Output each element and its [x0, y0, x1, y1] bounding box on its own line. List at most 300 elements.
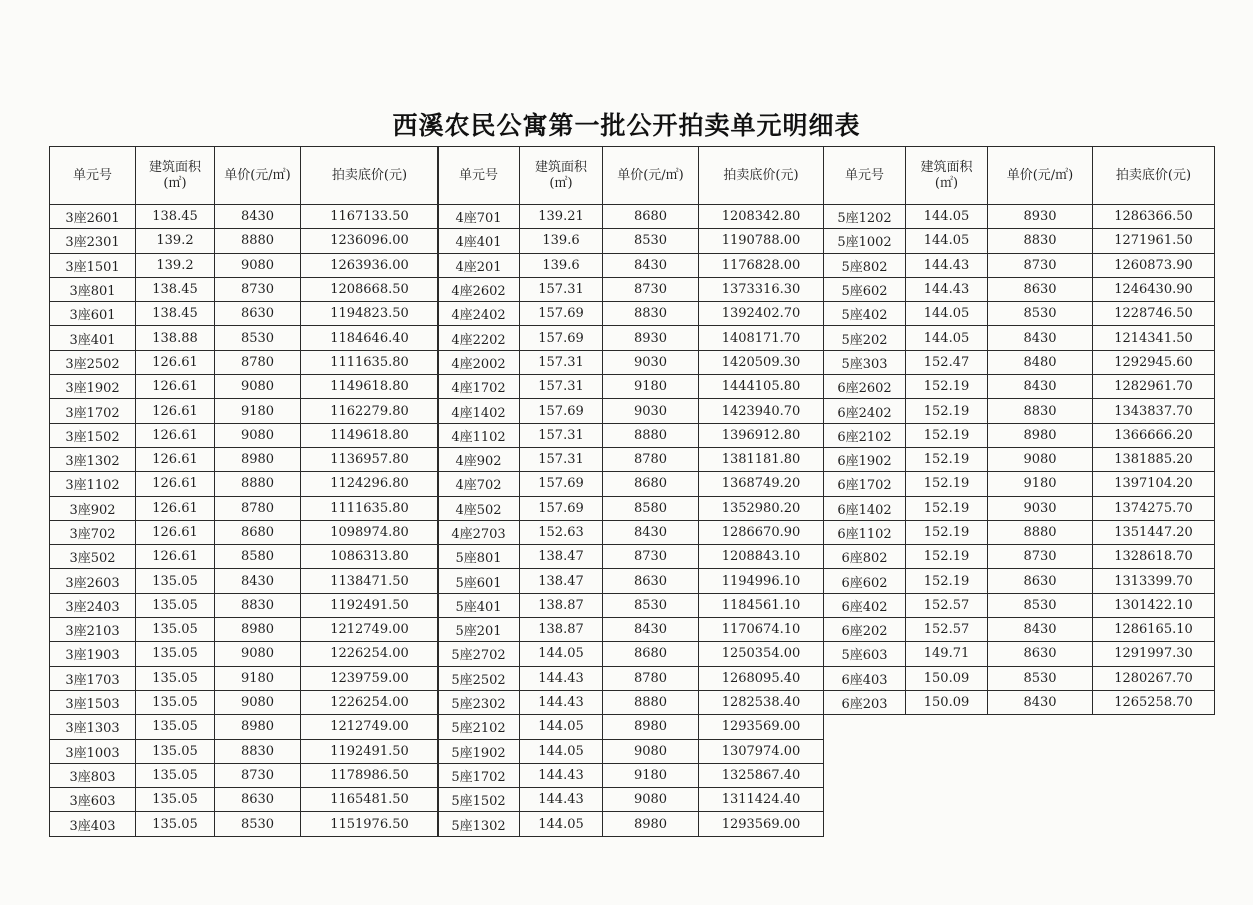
area-cell: 139.6	[520, 253, 603, 277]
table-row	[438, 302, 824, 326]
area-cell: 157.31	[520, 350, 603, 374]
price-cell: 8630	[603, 569, 699, 593]
table-row	[824, 690, 1215, 714]
table-row	[438, 375, 824, 399]
area-cell: 152.19	[906, 423, 988, 447]
table-row	[824, 472, 1215, 496]
reserve-cell: 1408171.70	[699, 326, 824, 350]
price-cell: 8880	[215, 229, 301, 253]
table-row	[824, 205, 1215, 229]
unit-cell: 6座202	[824, 618, 906, 642]
area-cell: 152.19	[906, 399, 988, 423]
price-cell: 8680	[603, 472, 699, 496]
header-reserve: 拍卖底价(元)	[301, 147, 439, 205]
area-cell: 152.63	[520, 520, 603, 544]
price-cell: 9180	[603, 763, 699, 787]
unit-cell: 6座1102	[824, 520, 906, 544]
price-cell: 8830	[988, 399, 1093, 423]
unit-cell: 5座2502	[438, 666, 520, 690]
unit-cell: 6座1702	[824, 472, 906, 496]
area-cell: 126.61	[136, 399, 215, 423]
price-cell: 8580	[603, 496, 699, 520]
reserve-cell: 1280267.70	[1093, 666, 1215, 690]
reserve-cell: 1138471.50	[301, 569, 439, 593]
area-cell: 135.05	[136, 593, 215, 617]
table-row	[824, 520, 1215, 544]
area-cell: 144.43	[520, 763, 603, 787]
area-cell: 138.45	[136, 277, 215, 301]
price-cell: 8730	[603, 545, 699, 569]
area-cell: 139.6	[520, 229, 603, 253]
price-cell: 9030	[603, 399, 699, 423]
area-cell: 138.88	[136, 326, 215, 350]
table-row	[438, 496, 824, 520]
price-cell: 8730	[988, 545, 1093, 569]
auction-table-3	[823, 146, 1215, 715]
unit-cell: 4座401	[438, 229, 520, 253]
table-row	[50, 788, 439, 812]
unit-cell: 5座1902	[438, 739, 520, 763]
unit-cell: 5座1002	[824, 229, 906, 253]
area-cell: 126.61	[136, 350, 215, 374]
table-row	[50, 763, 439, 787]
price-cell: 8430	[603, 520, 699, 544]
reserve-cell: 1098974.80	[301, 520, 439, 544]
table-row	[438, 666, 824, 690]
area-cell: 126.61	[136, 472, 215, 496]
area-cell: 135.05	[136, 642, 215, 666]
table-row	[50, 520, 439, 544]
unit-cell: 3座1503	[50, 690, 136, 714]
table-row	[438, 253, 824, 277]
reserve-cell: 1167133.50	[301, 205, 439, 229]
table-row	[824, 399, 1215, 423]
area-cell: 157.31	[520, 277, 603, 301]
unit-cell: 6座403	[824, 666, 906, 690]
table-row	[824, 350, 1215, 374]
unit-cell: 3座1303	[50, 715, 136, 739]
table-row	[438, 618, 824, 642]
area-cell: 135.05	[136, 788, 215, 812]
area-cell: 135.05	[136, 569, 215, 593]
price-cell: 8480	[988, 350, 1093, 374]
unit-cell: 3座1902	[50, 375, 136, 399]
price-cell: 8530	[215, 326, 301, 350]
reserve-cell: 1184646.40	[301, 326, 439, 350]
price-cell: 8680	[215, 520, 301, 544]
unit-cell: 5座401	[438, 593, 520, 617]
price-cell: 8680	[603, 205, 699, 229]
reserve-cell: 1149618.80	[301, 423, 439, 447]
reserve-cell: 1194823.50	[301, 302, 439, 326]
unit-cell: 3座2601	[50, 205, 136, 229]
header-price: 单价(元/㎡)	[215, 147, 301, 205]
table-row	[50, 496, 439, 520]
price-cell: 8630	[215, 788, 301, 812]
unit-cell: 3座1003	[50, 739, 136, 763]
area-cell: 152.57	[906, 593, 988, 617]
table-row	[438, 205, 824, 229]
price-cell: 8530	[988, 666, 1093, 690]
unit-cell: 3座603	[50, 788, 136, 812]
table-row	[50, 545, 439, 569]
unit-cell: 4座1102	[438, 423, 520, 447]
reserve-cell: 1282961.70	[1093, 375, 1215, 399]
price-cell: 8430	[215, 569, 301, 593]
reserve-cell: 1136957.80	[301, 447, 439, 471]
unit-cell: 5座201	[438, 618, 520, 642]
reserve-cell: 1124296.80	[301, 472, 439, 496]
unit-cell: 6座1402	[824, 496, 906, 520]
price-cell: 9030	[603, 350, 699, 374]
price-cell: 8430	[988, 618, 1093, 642]
header-price: 单价(元/㎡)	[988, 147, 1093, 205]
area-cell: 152.19	[906, 520, 988, 544]
table-row	[50, 423, 439, 447]
price-cell: 8430	[215, 205, 301, 229]
table-row	[438, 593, 824, 617]
area-cell: 150.09	[906, 690, 988, 714]
area-cell: 144.05	[520, 812, 603, 836]
reserve-cell: 1086313.80	[301, 545, 439, 569]
area-cell: 138.47	[520, 545, 603, 569]
area-cell: 144.43	[906, 253, 988, 277]
header-area	[136, 147, 215, 205]
price-cell: 9080	[215, 642, 301, 666]
area-cell: 157.69	[520, 326, 603, 350]
unit-cell: 3座2103	[50, 618, 136, 642]
area-cell: 126.61	[136, 520, 215, 544]
area-cell: 138.87	[520, 618, 603, 642]
table-row	[824, 496, 1215, 520]
table-row	[50, 302, 439, 326]
table-row	[438, 350, 824, 374]
area-cell: 152.19	[906, 472, 988, 496]
price-cell: 8880	[603, 423, 699, 447]
price-cell: 8830	[988, 229, 1093, 253]
price-cell: 8980	[988, 423, 1093, 447]
unit-cell: 6座2402	[824, 399, 906, 423]
unit-cell: 3座502	[50, 545, 136, 569]
price-cell: 8630	[988, 277, 1093, 301]
price-cell: 8530	[215, 812, 301, 836]
price-cell: 8780	[215, 496, 301, 520]
table-row	[50, 472, 439, 496]
unit-cell: 4座2002	[438, 350, 520, 374]
table-row	[50, 399, 439, 423]
reserve-cell: 1352980.20	[699, 496, 824, 520]
unit-cell: 3座2502	[50, 350, 136, 374]
price-cell: 8730	[988, 253, 1093, 277]
unit-cell: 4座2602	[438, 277, 520, 301]
reserve-cell: 1396912.80	[699, 423, 824, 447]
price-cell: 8930	[603, 326, 699, 350]
area-cell: 152.57	[906, 618, 988, 642]
header-area-unit: (㎡)	[163, 175, 187, 191]
reserve-cell: 1286670.90	[699, 520, 824, 544]
reserve-cell: 1111635.80	[301, 496, 439, 520]
area-cell: 138.45	[136, 302, 215, 326]
reserve-cell: 1373316.30	[699, 277, 824, 301]
unit-cell: 3座801	[50, 277, 136, 301]
unit-cell: 6座2102	[824, 423, 906, 447]
reserve-cell: 1307974.00	[699, 739, 824, 763]
price-cell: 8780	[603, 666, 699, 690]
reserve-cell: 1293569.00	[699, 715, 824, 739]
reserve-cell: 1381885.20	[1093, 447, 1215, 471]
table-row	[50, 666, 439, 690]
price-cell: 8980	[603, 812, 699, 836]
price-cell: 8630	[988, 569, 1093, 593]
area-cell: 126.61	[136, 496, 215, 520]
price-cell: 9080	[988, 447, 1093, 471]
reserve-cell: 1366666.20	[1093, 423, 1215, 447]
unit-cell: 5座1302	[438, 812, 520, 836]
price-cell: 8880	[988, 520, 1093, 544]
price-cell: 8980	[215, 447, 301, 471]
reserve-cell: 1263936.00	[301, 253, 439, 277]
price-cell: 8830	[215, 593, 301, 617]
reserve-cell: 1397104.20	[1093, 472, 1215, 496]
reserve-cell: 1246430.90	[1093, 277, 1215, 301]
header-unit: 单元号	[824, 147, 906, 205]
reserve-cell: 1351447.20	[1093, 520, 1215, 544]
price-cell: 8680	[603, 642, 699, 666]
reserve-cell: 1226254.00	[301, 690, 439, 714]
reserve-cell: 1162279.80	[301, 399, 439, 423]
area-cell: 126.61	[136, 447, 215, 471]
reserve-cell: 1268095.40	[699, 666, 824, 690]
area-cell: 144.05	[520, 739, 603, 763]
area-cell: 152.47	[906, 350, 988, 374]
reserve-cell: 1236096.00	[301, 229, 439, 253]
unit-cell: 5座802	[824, 253, 906, 277]
reserve-cell: 1374275.70	[1093, 496, 1215, 520]
reserve-cell: 1381181.80	[699, 447, 824, 471]
table-row	[438, 447, 824, 471]
reserve-cell: 1212749.00	[301, 715, 439, 739]
reserve-cell: 1301422.10	[1093, 593, 1215, 617]
unit-cell: 4座902	[438, 447, 520, 471]
area-cell: 138.87	[520, 593, 603, 617]
unit-cell: 5座2302	[438, 690, 520, 714]
table-row	[824, 229, 1215, 253]
table-row	[824, 326, 1215, 350]
unit-cell: 4座1402	[438, 399, 520, 423]
reserve-cell: 1214341.50	[1093, 326, 1215, 350]
area-cell: 152.19	[906, 545, 988, 569]
price-cell: 9080	[215, 253, 301, 277]
unit-cell: 6座2602	[824, 375, 906, 399]
reserve-cell: 1192491.50	[301, 593, 439, 617]
table-row	[50, 447, 439, 471]
unit-cell: 5座1702	[438, 763, 520, 787]
price-cell: 8930	[988, 205, 1093, 229]
reserve-cell: 1325867.40	[699, 763, 824, 787]
price-cell: 9180	[988, 472, 1093, 496]
table-row	[438, 472, 824, 496]
reserve-cell: 1291997.30	[1093, 642, 1215, 666]
price-cell: 8880	[215, 472, 301, 496]
table-row	[50, 593, 439, 617]
unit-cell: 5座1502	[438, 788, 520, 812]
reserve-cell: 1228746.50	[1093, 302, 1215, 326]
area-cell: 126.61	[136, 423, 215, 447]
price-cell: 8980	[215, 715, 301, 739]
reserve-cell: 1265258.70	[1093, 690, 1215, 714]
table-row	[50, 350, 439, 374]
header-area	[520, 147, 603, 205]
unit-cell: 5座2102	[438, 715, 520, 739]
unit-cell: 3座1502	[50, 423, 136, 447]
price-cell: 9080	[215, 690, 301, 714]
area-cell: 135.05	[136, 763, 215, 787]
area-cell: 150.09	[906, 666, 988, 690]
reserve-cell: 1286366.50	[1093, 205, 1215, 229]
price-cell: 8530	[988, 302, 1093, 326]
unit-cell: 5座202	[824, 326, 906, 350]
header-area-label: 建筑面积	[148, 159, 201, 175]
table-row	[438, 763, 824, 787]
price-cell: 8630	[215, 302, 301, 326]
reserve-cell: 1184561.10	[699, 593, 824, 617]
table-row	[438, 812, 824, 836]
table-row	[438, 690, 824, 714]
reserve-cell: 1192491.50	[301, 739, 439, 763]
price-cell: 8430	[988, 690, 1093, 714]
price-cell: 8730	[603, 277, 699, 301]
table-row	[824, 642, 1215, 666]
price-cell: 8980	[603, 715, 699, 739]
price-cell: 8630	[988, 642, 1093, 666]
reserve-cell: 1444105.80	[699, 375, 824, 399]
price-cell: 9180	[603, 375, 699, 399]
price-cell: 8580	[215, 545, 301, 569]
unit-cell: 3座1702	[50, 399, 136, 423]
unit-cell: 4座1702	[438, 375, 520, 399]
area-cell: 135.05	[136, 812, 215, 836]
header-area-unit: (㎡)	[934, 175, 959, 191]
reserve-cell: 1293569.00	[699, 812, 824, 836]
price-cell: 9080	[215, 375, 301, 399]
table-header-row	[824, 147, 1215, 205]
price-cell: 8830	[215, 739, 301, 763]
table-row	[50, 812, 439, 836]
area-cell: 144.05	[520, 642, 603, 666]
table-row	[50, 375, 439, 399]
unit-cell: 6座802	[824, 545, 906, 569]
table-row	[438, 520, 824, 544]
table-row	[824, 423, 1215, 447]
price-cell: 9180	[215, 666, 301, 690]
table-row	[824, 447, 1215, 471]
header-unit: 单元号	[50, 147, 136, 205]
table-header-row	[50, 147, 439, 205]
table-row	[50, 569, 439, 593]
reserve-cell: 1292945.60	[1093, 350, 1215, 374]
unit-cell: 3座403	[50, 812, 136, 836]
area-cell: 139.2	[136, 229, 215, 253]
table-row	[824, 277, 1215, 301]
reserve-cell: 1368749.20	[699, 472, 824, 496]
area-cell: 144.05	[906, 205, 988, 229]
unit-cell: 5座2702	[438, 642, 520, 666]
unit-cell: 6座203	[824, 690, 906, 714]
area-cell: 144.05	[520, 715, 603, 739]
area-cell: 157.31	[520, 423, 603, 447]
reserve-cell: 1149618.80	[301, 375, 439, 399]
price-cell: 8430	[988, 375, 1093, 399]
price-cell: 8780	[603, 447, 699, 471]
unit-cell: 4座2402	[438, 302, 520, 326]
area-cell: 157.31	[520, 447, 603, 471]
reserve-cell: 1250354.00	[699, 642, 824, 666]
area-cell: 152.19	[906, 496, 988, 520]
header-area-label: 建筑面积	[920, 159, 973, 175]
unit-cell: 3座401	[50, 326, 136, 350]
area-cell: 152.19	[906, 375, 988, 399]
price-cell: 8780	[215, 350, 301, 374]
header-reserve: 拍卖底价(元)	[1093, 147, 1215, 205]
unit-cell: 4座2703	[438, 520, 520, 544]
table-row	[50, 690, 439, 714]
price-cell: 8880	[603, 690, 699, 714]
unit-cell: 5座402	[824, 302, 906, 326]
table-row	[824, 618, 1215, 642]
unit-cell: 6座1902	[824, 447, 906, 471]
header-area-label: 建筑面积	[534, 159, 587, 175]
price-cell: 9080	[603, 739, 699, 763]
reserve-cell: 1212749.00	[301, 618, 439, 642]
area-cell: 135.05	[136, 618, 215, 642]
table-row	[438, 423, 824, 447]
header-area-unit: (㎡)	[549, 175, 573, 191]
table-row	[438, 715, 824, 739]
price-cell: 8430	[603, 618, 699, 642]
unit-cell: 4座502	[438, 496, 520, 520]
reserve-cell: 1343837.70	[1093, 399, 1215, 423]
reserve-cell: 1226254.00	[301, 642, 439, 666]
reserve-cell: 1208843.10	[699, 545, 824, 569]
table-row	[824, 253, 1215, 277]
area-cell: 144.43	[906, 277, 988, 301]
table-row	[438, 277, 824, 301]
table-row	[438, 326, 824, 350]
area-cell: 144.05	[906, 302, 988, 326]
reserve-cell: 1239759.00	[301, 666, 439, 690]
table-row	[824, 569, 1215, 593]
reserve-cell: 1271961.50	[1093, 229, 1215, 253]
area-cell: 157.31	[520, 375, 603, 399]
reserve-cell: 1194996.10	[699, 569, 824, 593]
table-row	[50, 739, 439, 763]
unit-cell: 3座1501	[50, 253, 136, 277]
table-row	[438, 569, 824, 593]
price-cell: 8730	[215, 277, 301, 301]
unit-cell: 5座1202	[824, 205, 906, 229]
area-cell: 138.47	[520, 569, 603, 593]
area-cell: 157.69	[520, 496, 603, 520]
price-cell: 9030	[988, 496, 1093, 520]
area-cell: 139.21	[520, 205, 603, 229]
table-row	[50, 715, 439, 739]
page-title: 西溪农民公寓第一批公开拍卖单元明细表	[392, 111, 861, 140]
reserve-cell: 1286165.10	[1093, 618, 1215, 642]
unit-cell: 6座402	[824, 593, 906, 617]
reserve-cell: 1165481.50	[301, 788, 439, 812]
table-row	[438, 642, 824, 666]
area-cell: 135.05	[136, 690, 215, 714]
